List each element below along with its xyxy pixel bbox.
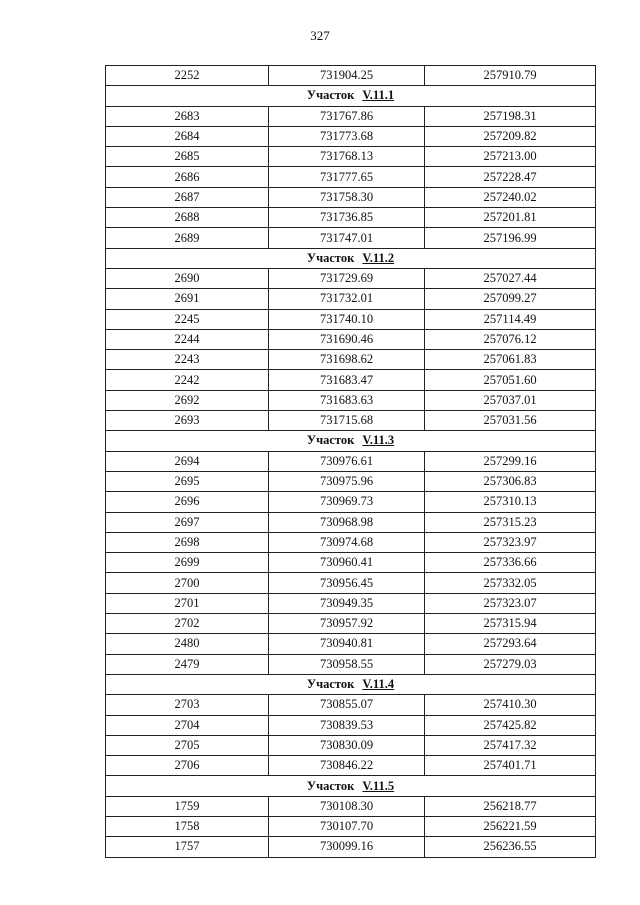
section-code: V.11.2 [362,250,395,265]
table-row [106,695,596,715]
table-row [106,471,596,491]
table-row [106,532,596,552]
table-row [106,289,596,309]
x-coordinate-cell: 731767.86 [269,106,425,126]
x-coordinate-cell: 731683.63 [269,390,425,410]
x-coordinate-cell: 731683.47 [269,370,425,390]
section-word: Участок [306,677,355,692]
y-coordinate-cell: 257425.82 [425,715,596,735]
x-coordinate-cell: 731773.68 [269,126,425,146]
y-coordinate-cell: 257228.47 [425,167,596,187]
section-header-cell [106,674,596,694]
y-coordinate-cell: 257196.99 [425,228,596,248]
point-number-cell: 2691 [106,289,269,309]
point-number-cell: 2242 [106,370,269,390]
point-number-cell: 2687 [106,187,269,207]
point-number-cell: 2694 [106,451,269,471]
section-code: V.11.5 [362,778,395,793]
table-row [106,553,596,573]
page-number: 327 [310,28,330,43]
section-header-cell [106,248,596,268]
y-coordinate-cell: 257417.32 [425,735,596,755]
point-number-cell: 2685 [106,147,269,167]
section-header-cell [106,86,596,106]
table-row [106,816,596,836]
x-coordinate-cell: 730107.70 [269,816,425,836]
point-number-cell: 2689 [106,228,269,248]
point-number-cell: 2695 [106,471,269,491]
point-number-cell: 2684 [106,126,269,146]
table-row [106,106,596,126]
x-coordinate-cell: 731768.13 [269,147,425,167]
y-coordinate-cell: 257299.16 [425,451,596,471]
y-coordinate-cell: 257240.02 [425,187,596,207]
point-number-cell: 2692 [106,390,269,410]
x-coordinate-cell: 731777.65 [269,167,425,187]
y-coordinate-cell: 257037.01 [425,390,596,410]
point-number-cell: 2690 [106,268,269,288]
section-word: Участок [306,88,355,103]
table-row [106,654,596,674]
y-coordinate-cell: 257323.07 [425,593,596,613]
x-coordinate-cell: 731732.01 [269,289,425,309]
y-coordinate-cell: 257336.66 [425,553,596,573]
point-number-cell: 2698 [106,532,269,552]
table-row [106,492,596,512]
y-coordinate-cell: 257910.79 [425,66,596,86]
x-coordinate-cell: 730830.09 [269,735,425,755]
x-coordinate-cell: 731740.10 [269,309,425,329]
y-coordinate-cell: 257306.83 [425,471,596,491]
point-number-cell: 2697 [106,512,269,532]
x-coordinate-cell: 730960.41 [269,553,425,573]
point-number-cell: 2705 [106,735,269,755]
y-coordinate-cell: 257201.81 [425,208,596,228]
y-coordinate-cell: 257076.12 [425,329,596,349]
table-row [106,187,596,207]
point-number-cell: 2688 [106,208,269,228]
point-number-cell: 2252 [106,66,269,86]
x-coordinate-cell: 731736.85 [269,208,425,228]
table-row [106,309,596,329]
point-number-cell: 2479 [106,654,269,674]
x-coordinate-cell: 730975.96 [269,471,425,491]
y-coordinate-cell: 257213.00 [425,147,596,167]
x-coordinate-cell: 730968.98 [269,512,425,532]
coordinates-table [105,65,596,858]
x-coordinate-cell: 730957.92 [269,614,425,634]
y-coordinate-cell: 257198.31 [425,106,596,126]
table-row [106,411,596,431]
x-coordinate-cell: 731729.69 [269,268,425,288]
point-number-cell: 2480 [106,634,269,654]
point-number-cell: 2686 [106,167,269,187]
x-coordinate-cell: 731698.62 [269,350,425,370]
point-number-cell: 2703 [106,695,269,715]
section-header-row [106,674,596,694]
table-row [106,390,596,410]
table-body [106,66,596,858]
section-word: Участок [306,778,355,793]
y-coordinate-cell: 257027.44 [425,268,596,288]
table-row [106,370,596,390]
x-coordinate-cell: 730099.16 [269,837,425,857]
y-coordinate-cell: 257323.97 [425,532,596,552]
point-number-cell: 2701 [106,593,269,613]
x-coordinate-cell: 731715.68 [269,411,425,431]
table-row [106,735,596,755]
y-coordinate-cell: 257310.13 [425,492,596,512]
point-number-cell: 2243 [106,350,269,370]
point-number-cell: 1758 [106,816,269,836]
point-number-cell: 2696 [106,492,269,512]
table-row [106,837,596,857]
table-row [106,66,596,86]
table-row [106,208,596,228]
table-row [106,451,596,471]
x-coordinate-cell: 731758.30 [269,187,425,207]
y-coordinate-cell: 256236.55 [425,837,596,857]
point-number-cell: 1759 [106,796,269,816]
section-code: V.11.3 [362,433,395,448]
x-coordinate-cell: 730956.45 [269,573,425,593]
x-coordinate-cell: 730108.30 [269,796,425,816]
section-header-cell [106,431,596,451]
table-row [106,268,596,288]
y-coordinate-cell: 257401.71 [425,756,596,776]
point-number-cell: 2245 [106,309,269,329]
table-row [106,573,596,593]
x-coordinate-cell: 730839.53 [269,715,425,735]
point-number-cell: 2683 [106,106,269,126]
section-header-row [106,248,596,268]
y-coordinate-cell: 257209.82 [425,126,596,146]
x-coordinate-cell: 730969.73 [269,492,425,512]
x-coordinate-cell: 730974.68 [269,532,425,552]
point-number-cell: 2244 [106,329,269,349]
table-row [106,329,596,349]
y-coordinate-cell: 257114.49 [425,309,596,329]
point-number-cell: 1757 [106,837,269,857]
point-number-cell: 2706 [106,756,269,776]
table-row [106,634,596,654]
x-coordinate-cell: 730976.61 [269,451,425,471]
point-number-cell: 2702 [106,614,269,634]
section-word: Участок [306,250,355,265]
x-coordinate-cell: 731690.46 [269,329,425,349]
y-coordinate-cell: 256218.77 [425,796,596,816]
y-coordinate-cell: 257332.05 [425,573,596,593]
table-row [106,756,596,776]
y-coordinate-cell: 257051.60 [425,370,596,390]
section-header-row [106,776,596,796]
y-coordinate-cell: 257099.27 [425,289,596,309]
y-coordinate-cell: 257293.64 [425,634,596,654]
table-row [106,126,596,146]
table-row [106,512,596,532]
point-number-cell: 2700 [106,573,269,593]
table-row [106,350,596,370]
section-code: V.11.1 [362,88,395,103]
x-coordinate-cell: 731747.01 [269,228,425,248]
y-coordinate-cell: 257279.03 [425,654,596,674]
section-code: V.11.4 [362,677,395,692]
section-word: Участок [306,433,355,448]
table-row [106,715,596,735]
y-coordinate-cell: 257061.83 [425,350,596,370]
x-coordinate-cell: 730940.81 [269,634,425,654]
section-header-cell [106,776,596,796]
y-coordinate-cell: 257031.56 [425,411,596,431]
table-row [106,228,596,248]
y-coordinate-cell: 257410.30 [425,695,596,715]
table-row [106,167,596,187]
x-coordinate-cell: 731904.25 [269,66,425,86]
section-header-row [106,86,596,106]
x-coordinate-cell: 730855.07 [269,695,425,715]
point-number-cell: 2693 [106,411,269,431]
section-header-row [106,431,596,451]
table-row [106,796,596,816]
y-coordinate-cell: 257315.94 [425,614,596,634]
x-coordinate-cell: 730949.35 [269,593,425,613]
table-row [106,614,596,634]
y-coordinate-cell: 257315.23 [425,512,596,532]
point-number-cell: 2699 [106,553,269,573]
x-coordinate-cell: 730958.55 [269,654,425,674]
x-coordinate-cell: 730846.22 [269,756,425,776]
table-row [106,147,596,167]
table-row [106,593,596,613]
point-number-cell: 2704 [106,715,269,735]
y-coordinate-cell: 256221.59 [425,816,596,836]
